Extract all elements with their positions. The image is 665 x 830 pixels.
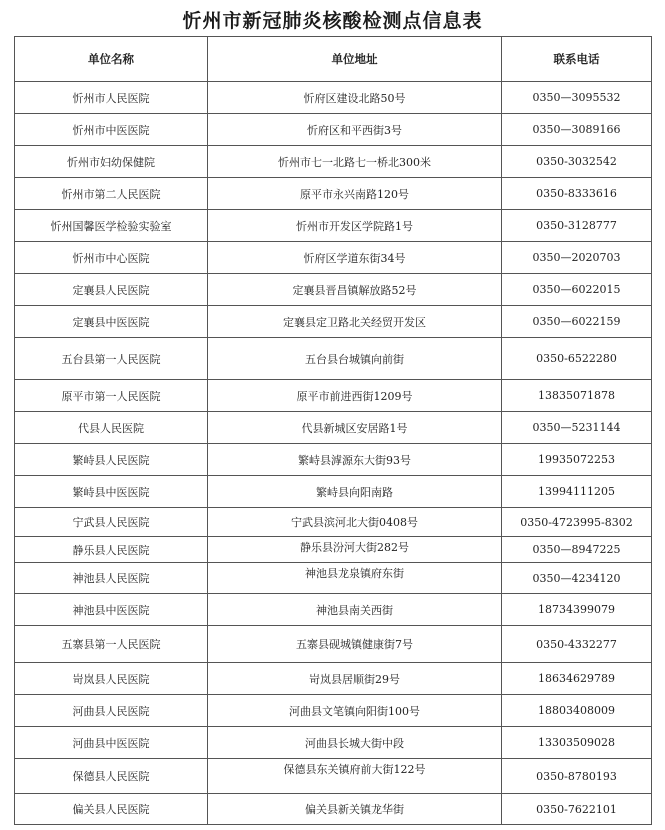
phone-cell: 13994111205 xyxy=(502,476,652,508)
table-row xyxy=(15,563,652,594)
table-row xyxy=(15,663,652,695)
unit-name-cell: 河曲县中医医院 xyxy=(15,727,208,759)
table-row xyxy=(15,695,652,727)
unit-name-cell: 繁峙县人民医院 xyxy=(15,444,208,476)
table-row xyxy=(15,537,652,563)
phone-cell: 0350-7622101 xyxy=(502,794,652,825)
table-row xyxy=(15,178,652,210)
unit-address-cell: 忻府区学道东街34号 xyxy=(208,242,502,274)
phone-cell: 0350-6522280 xyxy=(502,338,652,380)
unit-address-cell: 繁峙县向阳南路 xyxy=(208,476,502,508)
table-row xyxy=(15,210,652,242)
unit-address-cell: 定襄县定卫路北关经贸开发区 xyxy=(208,306,502,338)
table-row xyxy=(15,82,652,114)
unit-name-cell: 忻州市中心医院 xyxy=(15,242,208,274)
phone-cell: 0350—3089166 xyxy=(502,114,652,146)
phone-cell: 0350—5231144 xyxy=(502,412,652,444)
unit-name-cell: 忻州市人民医院 xyxy=(15,82,208,114)
unit-name-cell: 定襄县中医医院 xyxy=(15,306,208,338)
phone-cell: 13835071878 xyxy=(502,380,652,412)
table-row xyxy=(15,594,652,626)
phone-cell: 0350-8333616 xyxy=(502,178,652,210)
unit-name-cell: 忻州市第二人民医院 xyxy=(15,178,208,210)
unit-name-cell: 五寨县第一人民医院 xyxy=(15,626,208,663)
unit-name-cell: 忻州市中医医院 xyxy=(15,114,208,146)
unit-address-cell: 忻州市开发区学院路1号 xyxy=(208,210,502,242)
unit-address-cell: 忻府区建设北路50号 xyxy=(208,82,502,114)
unit-name-cell: 忻州国馨医学检验实验室 xyxy=(15,210,208,242)
header-unit-name: 单位名称 xyxy=(15,37,208,82)
phone-cell: 0350—6022015 xyxy=(502,274,652,306)
unit-name-cell: 忻州市妇幼保健院 xyxy=(15,146,208,178)
unit-address-cell: 静乐县汾河大街282号 xyxy=(208,537,502,563)
unit-name-cell: 神池县中医医院 xyxy=(15,594,208,626)
phone-cell: 0350—3095532 xyxy=(502,82,652,114)
unit-name-cell: 原平市第一人民医院 xyxy=(15,380,208,412)
unit-name-cell: 岢岚县人民医院 xyxy=(15,663,208,695)
unit-address-cell: 定襄县晋昌镇解放路52号 xyxy=(208,274,502,306)
phone-cell: 13303509028 xyxy=(502,727,652,759)
phone-cell: 0350—8947225 xyxy=(502,537,652,563)
testing-sites-table xyxy=(14,36,652,825)
page-title: 忻州市新冠肺炎核酸检测点信息表 xyxy=(182,10,483,32)
phone-cell: 0350—2020703 xyxy=(502,242,652,274)
table-row xyxy=(15,759,652,794)
unit-address-cell: 原平市永兴南路120号 xyxy=(208,178,502,210)
unit-name-cell: 繁峙县中医医院 xyxy=(15,476,208,508)
unit-address-cell: 神池县南关西街 xyxy=(208,594,502,626)
unit-address-cell: 神池县龙泉镇府东街 xyxy=(208,563,502,594)
unit-name-cell: 河曲县人民医院 xyxy=(15,695,208,727)
unit-name-cell: 五台县第一人民医院 xyxy=(15,338,208,380)
unit-address-cell: 宁武县滨河北大街0408号 xyxy=(208,508,502,537)
unit-name-cell: 神池县人民医院 xyxy=(15,563,208,594)
unit-address-cell: 河曲县文笔镇向阳街100号 xyxy=(208,695,502,727)
phone-cell: 18734399079 xyxy=(502,594,652,626)
table-row xyxy=(15,114,652,146)
phone-cell: 0350—6022159 xyxy=(502,306,652,338)
table-row xyxy=(15,412,652,444)
table-row xyxy=(15,306,652,338)
unit-address-cell: 繁峙县滹源东大街93号 xyxy=(208,444,502,476)
table-row xyxy=(15,794,652,825)
phone-cell: 0350—4234120 xyxy=(502,563,652,594)
table-row xyxy=(15,727,652,759)
phone-cell: 18634629789 xyxy=(502,663,652,695)
table-row xyxy=(15,242,652,274)
unit-name-cell: 保德县人民医院 xyxy=(15,759,208,794)
unit-name-cell: 定襄县人民医院 xyxy=(15,274,208,306)
unit-address-cell: 五台县台城镇向前街 xyxy=(208,338,502,380)
unit-address-cell: 忻府区和平西街3号 xyxy=(208,114,502,146)
phone-cell: 0350-4723995-8302 xyxy=(502,508,652,537)
unit-name-cell: 偏关县人民医院 xyxy=(15,794,208,825)
table-row xyxy=(15,380,652,412)
table-row xyxy=(15,444,652,476)
phone-cell: 0350-3128777 xyxy=(502,210,652,242)
table-row xyxy=(15,476,652,508)
table-row xyxy=(15,274,652,306)
unit-name-cell: 静乐县人民医院 xyxy=(15,537,208,563)
unit-name-cell: 代县人民医院 xyxy=(15,412,208,444)
phone-cell: 0350-4332277 xyxy=(502,626,652,663)
unit-address-cell: 河曲县长城大街中段 xyxy=(208,727,502,759)
unit-address-cell: 五寨县砚城镇健康街7号 xyxy=(208,626,502,663)
phone-cell: 0350-3032542 xyxy=(502,146,652,178)
unit-address-cell: 原平市前进西街1209号 xyxy=(208,380,502,412)
table-row xyxy=(15,626,652,663)
header-phone: 联系电话 xyxy=(502,37,652,82)
unit-address-cell: 偏关县新关镇龙华街 xyxy=(208,794,502,825)
unit-name-cell: 宁武县人民医院 xyxy=(15,508,208,537)
phone-cell: 19935072253 xyxy=(502,444,652,476)
unit-address-cell: 岢岚县居顺街29号 xyxy=(208,663,502,695)
table-row xyxy=(15,146,652,178)
phone-cell: 18803408009 xyxy=(502,695,652,727)
table-header-row xyxy=(15,37,652,82)
table-row xyxy=(15,338,652,380)
unit-address-cell: 忻州市七一北路七一桥北300米 xyxy=(208,146,502,178)
unit-address-cell: 保德县东关镇府前大街122号 xyxy=(208,759,502,794)
unit-address-cell: 代县新城区安居路1号 xyxy=(208,412,502,444)
phone-cell: 0350-8780193 xyxy=(502,759,652,794)
header-unit-address: 单位地址 xyxy=(208,37,502,82)
table-row xyxy=(15,508,652,537)
table-body xyxy=(15,82,652,825)
